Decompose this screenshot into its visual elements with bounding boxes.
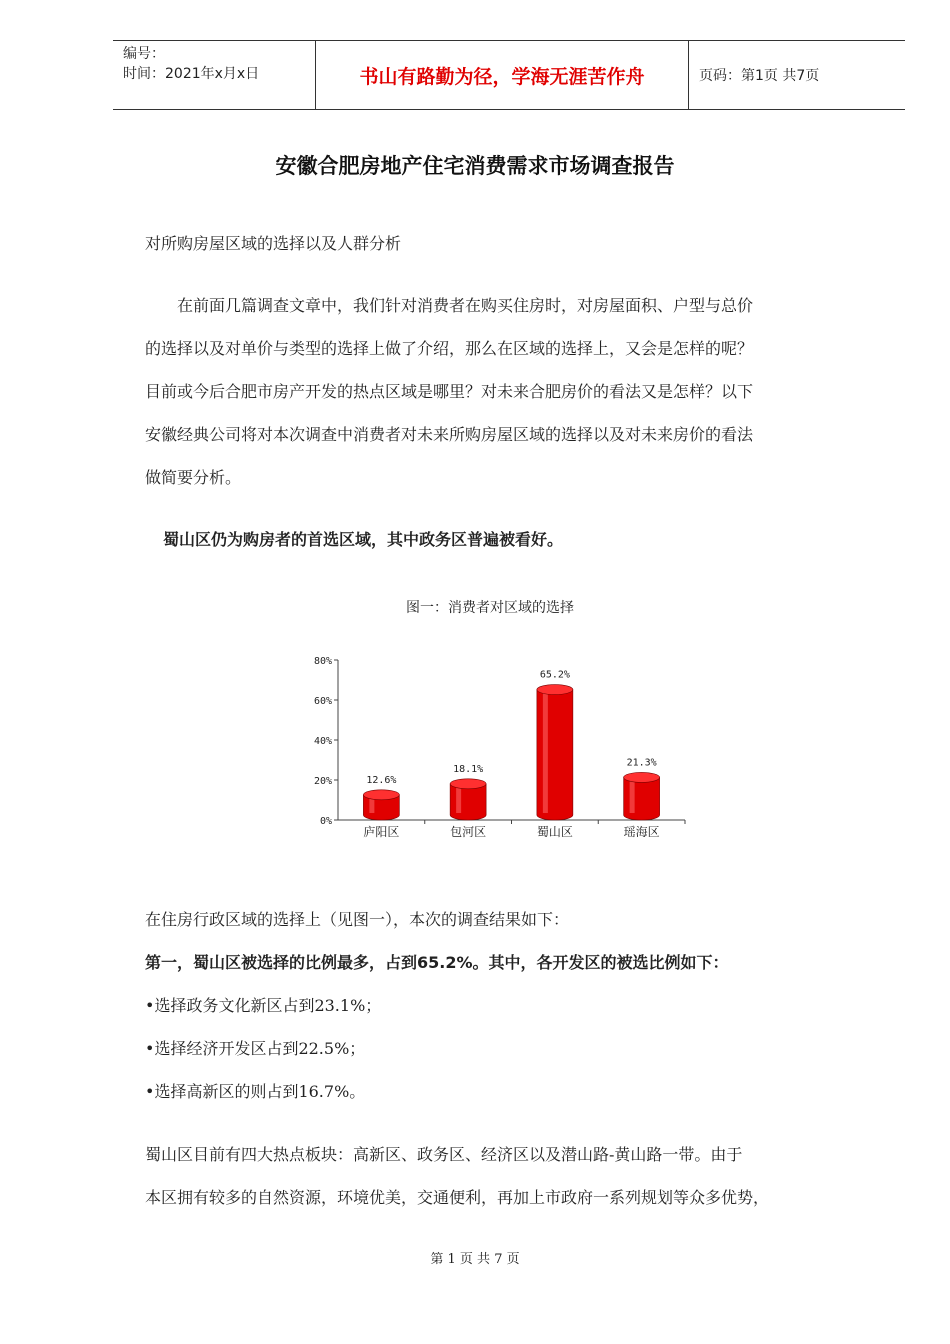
category-label: 包河区: [450, 825, 487, 839]
bar-highlight: [456, 786, 461, 813]
intro-line: 的选择以及对单价与类型的选择上做了介绍，那么在区域的选择上，又会是怎样的呢？: [145, 339, 754, 358]
bar: [537, 685, 573, 820]
region-choice-chart: [280, 590, 700, 850]
chart-title: 图一：消费者对区域的选择: [406, 600, 574, 616]
bar-top: [363, 790, 399, 800]
y-tick-label: 80%: [313, 656, 332, 667]
bullet-item: •选择经济开发区占到22.5%；: [145, 1039, 366, 1058]
category-label: 蜀山区: [536, 825, 573, 839]
intro-line: 安徽经典公司将对本次调查中消费者对未来所购房屋区域的选择以及对未来房价的看法: [145, 425, 754, 444]
y-tick-label: 60%: [313, 696, 332, 707]
bar-value-label: 21.3%: [626, 757, 657, 769]
bar-highlight: [543, 692, 548, 813]
page-header: [113, 40, 905, 110]
bar-body: [537, 690, 573, 820]
bar-highlight: [630, 779, 635, 813]
y-tick-label: 40%: [313, 736, 332, 747]
bar-value-label: 18.1%: [453, 763, 484, 775]
bar-value-label: 12.6%: [366, 774, 397, 786]
chart-svg: [280, 590, 700, 850]
bar: [624, 772, 660, 820]
bullet-item: •选择政务文化新区占到23.1%；: [145, 996, 382, 1015]
subheading: 蜀山区仍为购房者的首选区域，其中政务区普遍被看好。: [163, 530, 564, 549]
chart-intro: 在住房行政区域的选择上（见图一），本次的调查结果如下：: [145, 910, 570, 929]
time-label: 时间：2021年x月x日: [123, 66, 260, 82]
document-title: 安徽合肥房地产住宅消费需求市场调查报告: [275, 154, 675, 178]
y-tick-label: 0%: [319, 816, 332, 827]
bar-top: [450, 779, 486, 789]
header-page-info: 页码：第1页 共7页: [699, 68, 820, 84]
closing-line: 蜀山区目前有四大热点板块：高新区、政务区、经济区以及潜山路-黄山路一带。由于: [145, 1145, 743, 1164]
bar-value-label: 65.2%: [539, 669, 570, 681]
bullet-item: •选择高新区的则占到16.7%。: [145, 1082, 366, 1101]
category-label: 瑶海区: [623, 825, 660, 839]
header-meta: [113, 41, 316, 109]
serial-label: 编号：: [123, 46, 165, 62]
bar-body: [624, 777, 660, 820]
page-footer: 第 1 页 共 7 页: [430, 1252, 520, 1267]
bar: [363, 790, 399, 820]
intro-line: 目前或今后合肥市房产开发的热点区域是哪里？对未来合肥房价的看法又是怎样？以下: [145, 382, 754, 401]
bar-body: [450, 784, 486, 820]
closing-line: 本区拥有较多的自然资源，环境优美，交通便利，再加上市政府一系列规划等众多优势，: [145, 1188, 770, 1207]
intro-line: 在前面几篇调查文章中，我们针对消费者在购买住房时，对房屋面积、户型与总价: [145, 296, 754, 315]
bar-top: [624, 772, 660, 782]
y-tick-label: 20%: [313, 776, 332, 787]
intro-line: 做简要分析。: [145, 468, 242, 487]
bar-top: [537, 685, 573, 695]
section-heading: 对所购房屋区域的选择以及人群分析: [145, 234, 402, 253]
bar: [450, 779, 486, 820]
header-motto: 书山有路勤为径，学海无涯苦作舟: [316, 41, 689, 109]
finding-one: 第一，蜀山区被选择的比例最多，占到65.2%。其中，各开发区的被选比例如下：: [145, 953, 729, 972]
category-label: 庐阳区: [363, 825, 400, 839]
